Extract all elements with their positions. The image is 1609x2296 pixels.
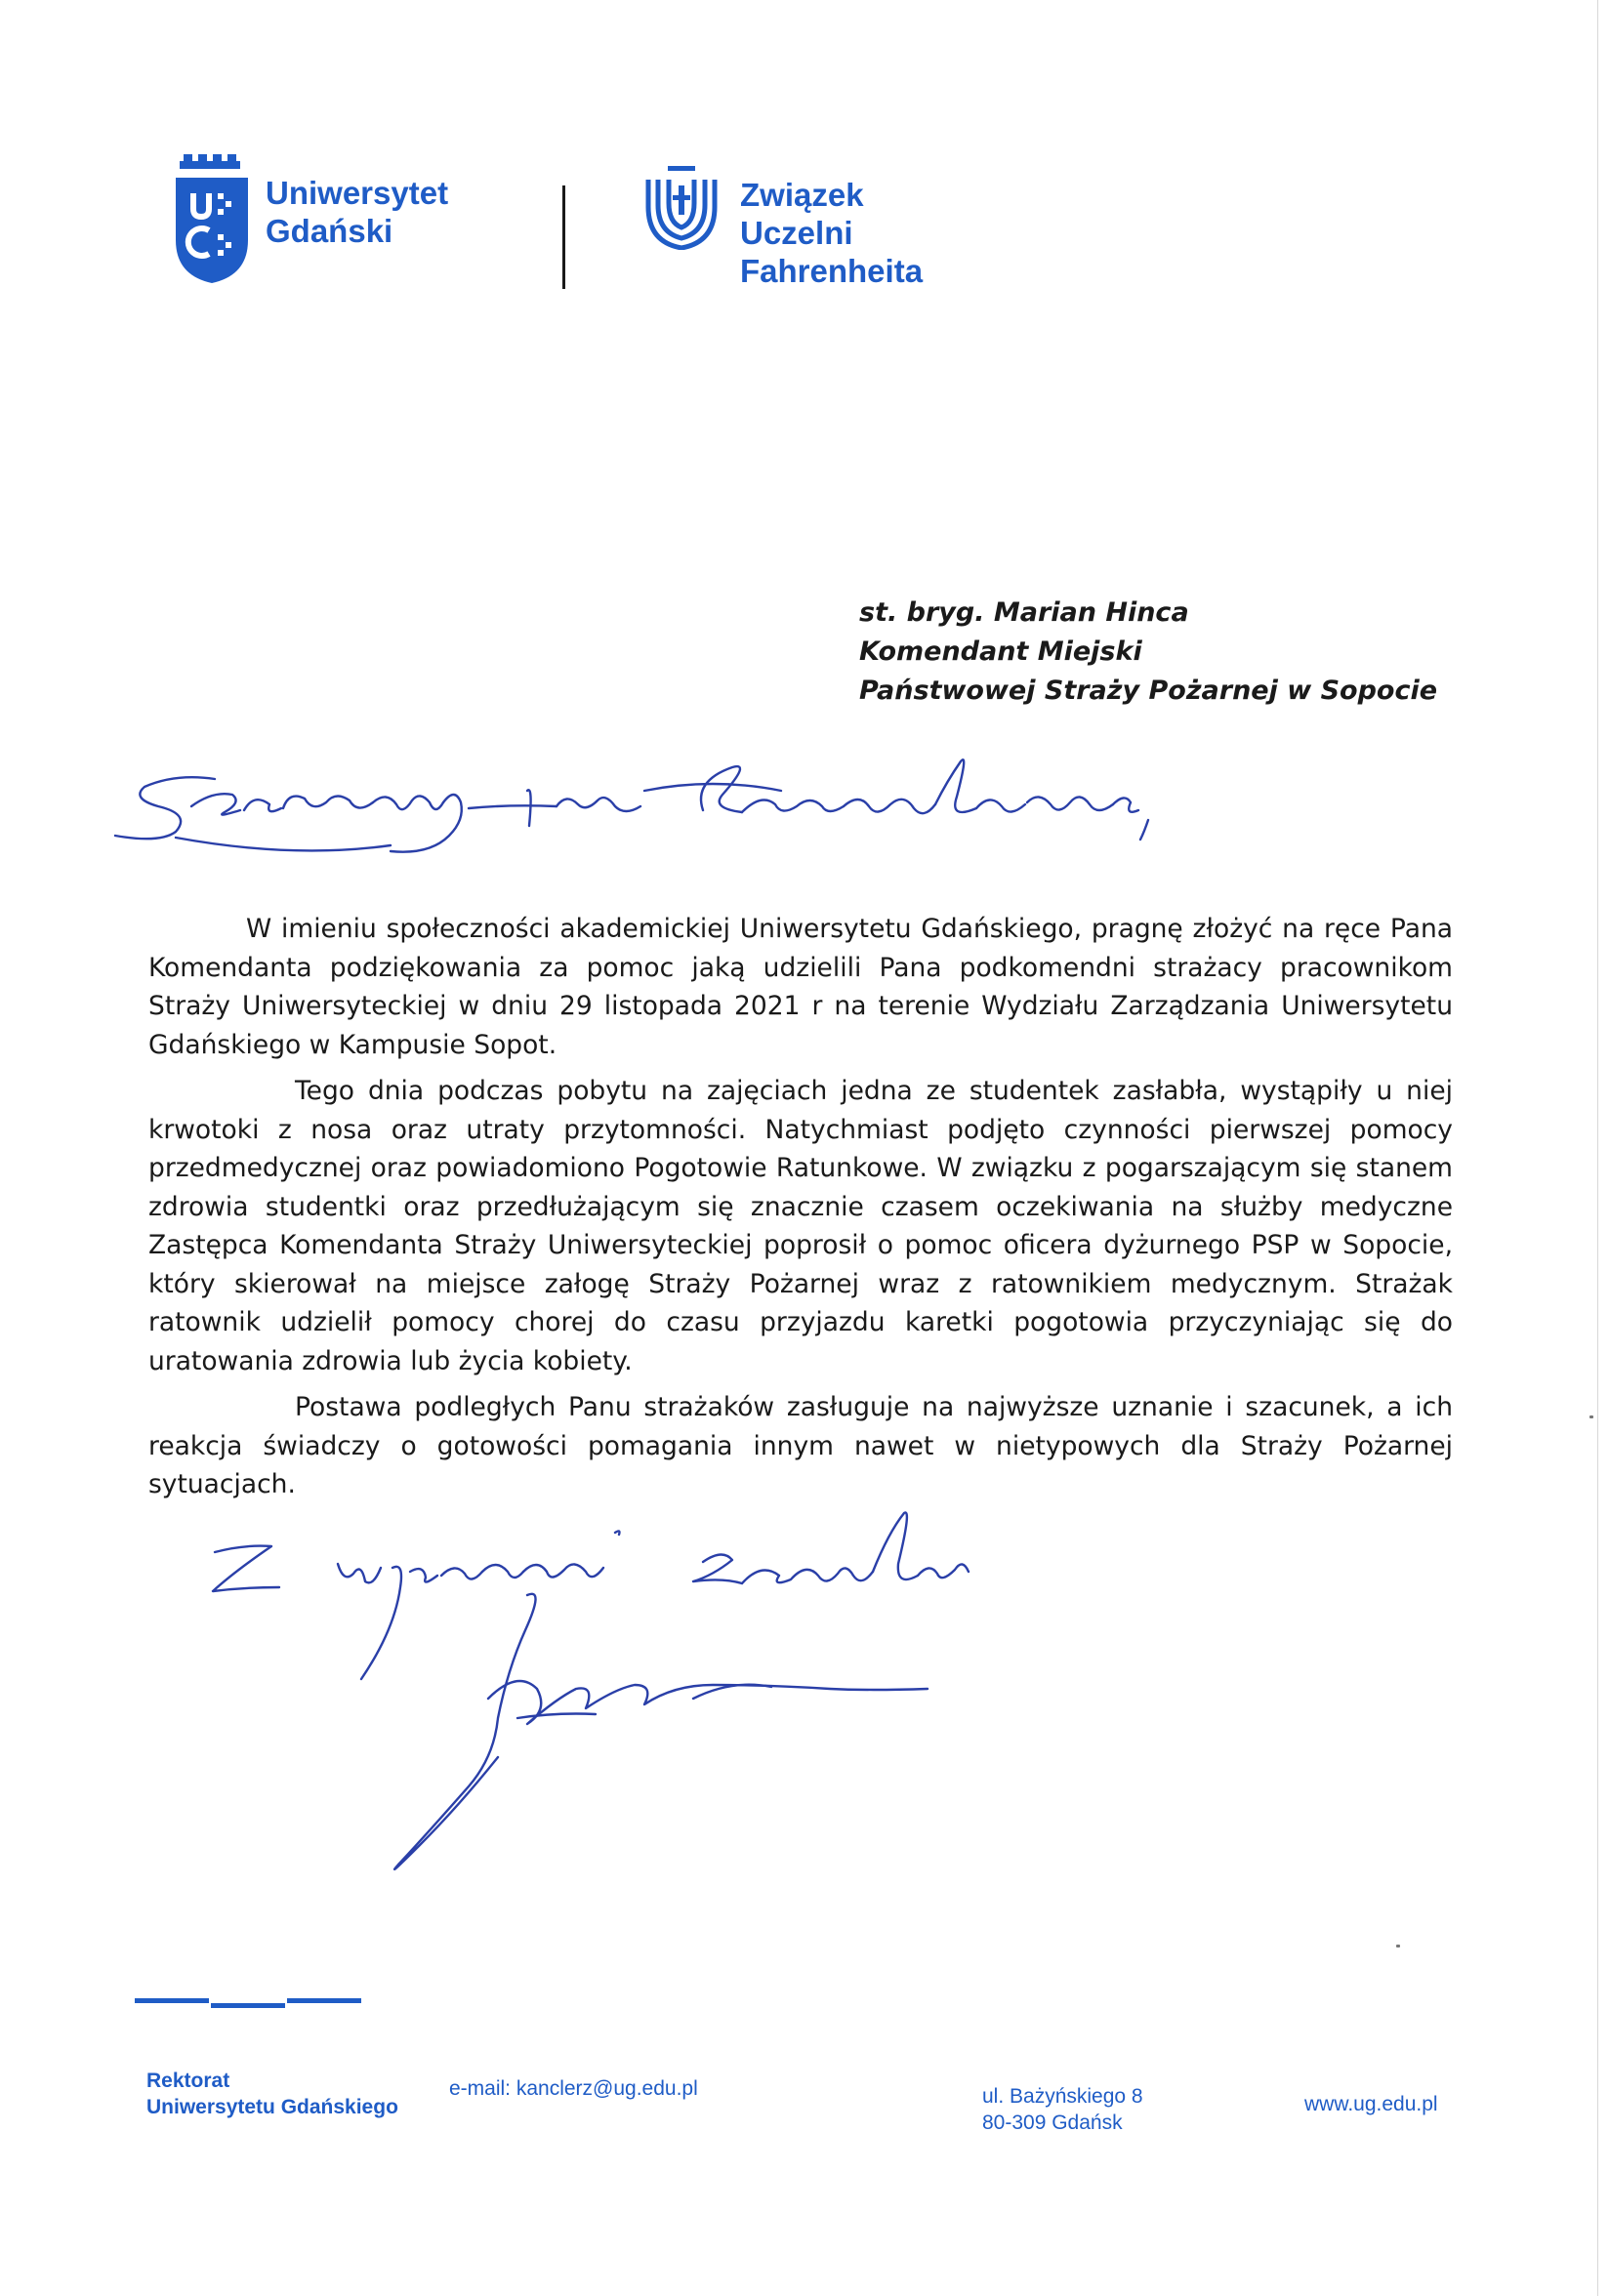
footer-rektorat-line: Uniwersytetu Gdańskiego — [146, 2096, 398, 2118]
letter-footer — [0, 2068, 1609, 2146]
ug-logo-line: Uniwersytet — [266, 175, 449, 211]
footer-address-line: ul. Bażyńskiego 8 — [982, 2085, 1143, 2108]
uf-logo-line: Fahrenheita — [740, 253, 924, 289]
letterhead — [174, 146, 955, 303]
recipient-title: Komendant Miejski — [859, 636, 1142, 667]
ug-logo-line: Gdański — [266, 213, 393, 249]
recipient-name: st. bryg. Marian Hinca — [859, 597, 1189, 628]
logo-divider — [562, 185, 565, 289]
footer-website-link[interactable]: www.ug.edu.pl — [1304, 2093, 1438, 2115]
handwritten-salutation — [98, 722, 1172, 888]
footer-rektorat — [146, 2068, 398, 2120]
handwritten-closing-and-signature — [186, 1494, 1064, 1904]
recipient-block — [859, 594, 1437, 711]
ug-logo-wordmark — [266, 174, 448, 250]
body-paragraph-1: W imieniu społeczności akademickiej Uniwersytetu Gdańskiego, pragnę złożyć na ręce Pana Komendanta podziękowania za pomoc jaką udzielili Pana podkomendni strażacy pracownikom Straży Uniwersyteckiej w dniu 29 listopada 2021 r na terenie Wydziału Zarządzania Uniwersytetu Gdańskiego w Kampusie Sopot. — [148, 914, 1453, 1060]
footer-address-line: 80-309 Gdańsk — [982, 2112, 1123, 2134]
page-edge — [1597, 0, 1598, 2296]
recipient-institution: Państwowej Straży Pożarnej w Sopocie — [859, 676, 1438, 706]
footer-rektorat-line: Rektorat — [146, 2070, 230, 2092]
footer-email[interactable]: e-mail: kanclerz@ug.edu.pl — [449, 2077, 698, 2100]
ug-shield-logo-icon — [174, 146, 252, 283]
fahrenheit-union-logo-icon — [642, 164, 721, 250]
uf-logo-line: Uczelni — [740, 215, 853, 251]
letter-body — [148, 910, 1453, 1512]
scan-speck — [1396, 1945, 1400, 1948]
scan-speck — [1589, 1415, 1593, 1418]
uf-logo-line: Związek — [740, 177, 864, 213]
body-paragraph-3: Postawa podległych Panu strażaków zasługuje na najwyższe uznanie i szacunek, a ich reakcja świadczy o gotowości pomagania innym nawet w nietypowych dla Straży Pożarnej sytuacjach. — [148, 1392, 1453, 1499]
uf-logo-wordmark — [740, 176, 923, 290]
body-paragraph-2: Tego dnia podczas pobytu na zajęciach jedna ze studentek zasłabła, wystąpiły u niej krwotoki z nosa oraz utraty przytomności. Natychmiast podjęto czynności pierwszej pomocy przedmedycznej oraz powiadomiono Pogotowie Ratunkowe. W związku z pogarszającym się stanem zdrowia studentki oraz przedłużającym się znacznie czasem oczekiwania na służby medyczne Zastępca Komendanta Straży Uniwersyteckiej poprosił o pomoc oficera dyżurnego PSP w Sopocie, który skierował na miejsce załogę Straży Pożarnej wraz z ratownikiem medycznym. Strażak ratownik udzielił pomocy chorej do czasu przyjazdu karetki pogotowia przyczyniając się do uratowania zdrowia lub życia kobiety. — [148, 1076, 1453, 1376]
footer-address — [982, 2083, 1143, 2136]
footer-accent-line — [135, 1998, 361, 2010]
